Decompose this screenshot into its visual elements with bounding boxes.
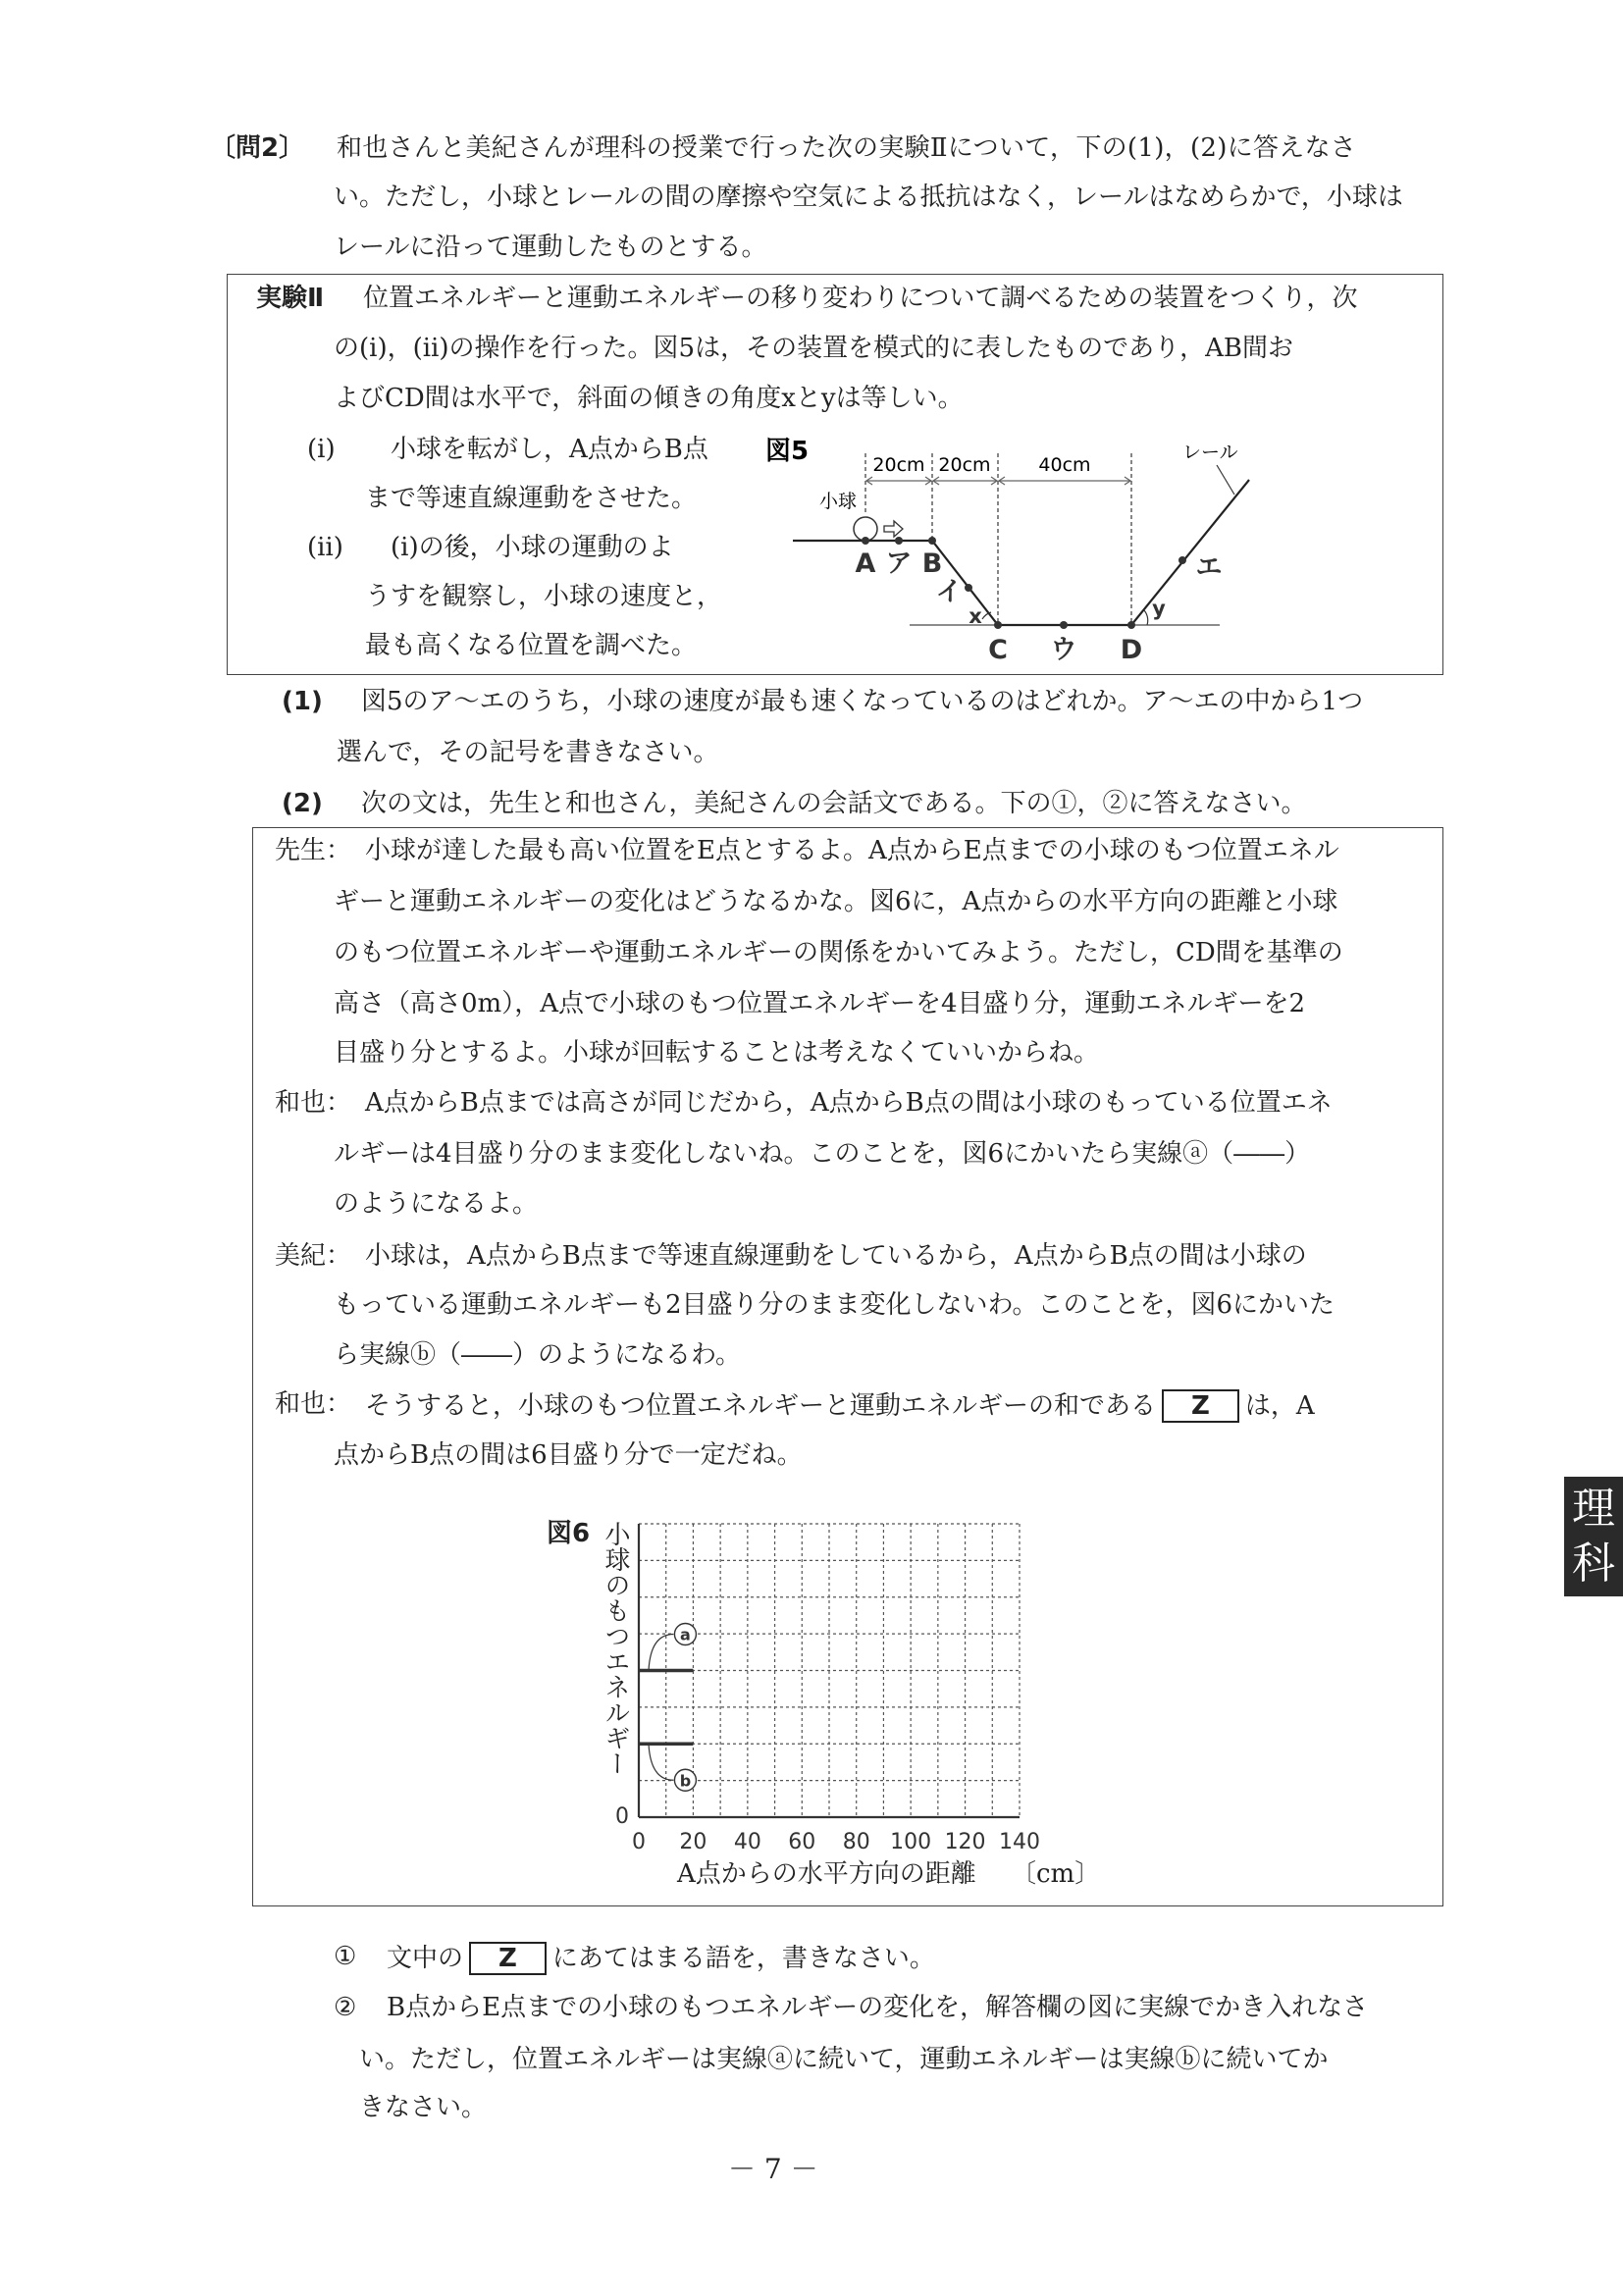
q1-text-line: 図5のア～エのうち，小球の速度が最も速くなっているのはどれか。ア～エの中から1つ bbox=[361, 687, 1364, 716]
angle-x-label: x bbox=[969, 604, 982, 628]
subq-text: 文中の bbox=[387, 1944, 464, 1973]
step-text-line: (ⅰ)の後，小球の運動のよ bbox=[391, 533, 674, 562]
distance-label: 20cm bbox=[872, 454, 925, 476]
subject-tab bbox=[1564, 1477, 1623, 1596]
subq-label: ② bbox=[334, 1993, 357, 2022]
series-label-a: a bbox=[680, 1625, 691, 1644]
q2-label: (2) bbox=[282, 789, 323, 818]
dimension-guides bbox=[865, 453, 1131, 625]
speaker-label: 美紀： bbox=[275, 1241, 352, 1271]
page-number: － 7 － bbox=[728, 2153, 818, 2185]
question-text-line: レールに沿って運動したものとする。 bbox=[334, 233, 767, 262]
dialogue-line: ルギーは4目盛り分のまま変化しないね。このことを，図6にかいたら実線ⓐ（――） bbox=[334, 1139, 1311, 1169]
point-label-d: D bbox=[1120, 635, 1143, 665]
subq-line: い。ただし，位置エネルギーは実線ⓐに続いて，運動エネルギーは実線ⓑに続いてか bbox=[359, 2045, 1329, 2074]
subq-line: B点からE点までの小球のもつエネルギーの変化を，解答欄の図に実線でかき入れなさ bbox=[387, 1993, 1369, 2022]
ball-label: 小球 bbox=[819, 491, 858, 512]
question-text-line: い。ただし，小球とレールの間の摩擦や空気による抵抗はなく，レールはなめらかで，小球は bbox=[334, 183, 1403, 212]
point-label-u-kana: ウ bbox=[1050, 635, 1077, 665]
speaker-label: 先生： bbox=[275, 836, 352, 865]
speaker-label: 和也： bbox=[275, 1389, 352, 1419]
step-text-line: 小球を転がし，A点からB点 bbox=[391, 435, 708, 464]
q2-text-line: 次の文は，先生と和也さん，美紀さんの会話文である。下の①，②に答えなさい。 bbox=[361, 789, 1307, 818]
series-leader-a bbox=[649, 1635, 673, 1671]
dialogue-line: A点からB点までは高さが同じだから，A点からB点の間は小球のもっている位置エネ bbox=[365, 1088, 1333, 1118]
angle-y-label: y bbox=[1152, 597, 1166, 620]
experiment-title: 実験Ⅱ bbox=[256, 284, 325, 313]
question-text-line: 和也さんと美紀さんが理科の授業で行った次の実験Ⅱについて，下の(1)，(2)に答えなさ bbox=[337, 133, 1357, 163]
y-tick-label: 0 bbox=[615, 1804, 629, 1829]
point-label-b: B bbox=[921, 548, 943, 579]
x-tick-label: 80 bbox=[842, 1830, 870, 1854]
dialogue-line: ら実線ⓑ（――）のようになるわ。 bbox=[334, 1340, 741, 1370]
point-label-e-kana: エ bbox=[1195, 552, 1223, 583]
dialogue-line: 小球は，A点からB点まで等速直線運動をしているから，A点からB点の間は小球の bbox=[365, 1241, 1307, 1271]
x-tick-label: 100 bbox=[890, 1830, 932, 1854]
angle-y-arc bbox=[1144, 610, 1148, 625]
dialogue-line: 点からB点の間は6目盛り分で一定だね。 bbox=[334, 1440, 803, 1470]
x-tick-label: 60 bbox=[788, 1830, 816, 1854]
point-label-a: A bbox=[855, 548, 876, 579]
dialogue-text: そうすると，小球のもつ位置エネルギーと運動エネルギーの和である bbox=[365, 1391, 1157, 1421]
distance-label: 40cm bbox=[1038, 454, 1091, 476]
x-tick-label: 40 bbox=[733, 1830, 761, 1854]
x-tick-label: 120 bbox=[944, 1830, 986, 1854]
point-label-c: C bbox=[988, 635, 1008, 665]
dialogue-line: もっている運動エネルギーも2目盛り分のまま変化しないわ。このことを，図6にかいた bbox=[334, 1290, 1335, 1320]
figure-5-diagram bbox=[756, 422, 1403, 673]
question-number: 〔問2〕 bbox=[210, 133, 305, 163]
subq-label: ① bbox=[334, 1942, 357, 1971]
point-label-i-kana: イ bbox=[935, 577, 963, 607]
rail-leader-line bbox=[1217, 465, 1234, 495]
subject-tab-char: 科 bbox=[1572, 1539, 1615, 1589]
step-text-line: まで等速直線運動をさせた。 bbox=[365, 484, 698, 513]
dialogue-text: は，A bbox=[1244, 1391, 1315, 1421]
dialogue-line bbox=[365, 1389, 1315, 1423]
step-text-line: 最も高くなる位置を調べた。 bbox=[365, 631, 698, 660]
y-axis-label: 小球のもつエネルギー bbox=[601, 1521, 630, 1776]
figure-6-chart bbox=[589, 1511, 1099, 1904]
dialogue-line: のもつ位置エネルギーや運動エネルギーの関係をかいてみよう。ただし，CD間を基準の bbox=[334, 938, 1343, 967]
dialogue-line: 目盛り分とするよ。小球が回転することは考えなくていいからね。 bbox=[334, 1038, 1100, 1068]
step-label: (ⅰ) bbox=[307, 435, 336, 464]
figure-6-title: 図6 bbox=[547, 1519, 591, 1548]
dialogue-line: 小球が達した最も高い位置をE点とするよ。A点からE点までの小球のもつ位置エネル bbox=[365, 836, 1339, 865]
subject-tab-char: 理 bbox=[1572, 1484, 1615, 1534]
dialogue-line: ギーと運動エネルギーの変化はどうなるかな。図6に，A点からの水平方向の距離と小球 bbox=[334, 887, 1338, 916]
rail-label: レール bbox=[1182, 442, 1238, 463]
series-leader-b bbox=[649, 1744, 673, 1780]
blank-z-box: Z bbox=[469, 1942, 547, 1975]
dialogue-line: のようになるよ。 bbox=[334, 1189, 539, 1219]
subq-line bbox=[387, 1942, 935, 1975]
subq-text: にあてはまる語を，書きなさい。 bbox=[551, 1944, 935, 1973]
step-label: (ⅱ) bbox=[307, 533, 343, 562]
step-text-line: うすを観察し，小球の速度と， bbox=[365, 582, 723, 611]
x-axis-label: A点からの水平方向の距離 bbox=[677, 1859, 976, 1889]
x-tick-label: 0 bbox=[632, 1830, 646, 1854]
direction-arrow-icon bbox=[884, 521, 903, 537]
x-tick-label: 140 bbox=[999, 1830, 1040, 1854]
figure-5-title: 図5 bbox=[765, 437, 810, 466]
dialogue-line: 高さ（高さ0m），A点で小球のもつ位置エネルギーを4目盛り分，運動エネルギーを2 bbox=[334, 989, 1306, 1018]
q1-label: (1) bbox=[282, 687, 323, 716]
subq-line: きなさい。 bbox=[359, 2093, 488, 2122]
x-axis-unit: 〔cm〕 bbox=[1011, 1859, 1101, 1889]
series-label-b: b bbox=[679, 1771, 692, 1791]
q1-text-line: 選んで，その記号を書きなさい。 bbox=[337, 738, 719, 767]
experiment-text-line: の(ⅰ)，(ⅱ)の操作を行った。図5は，その装置を模式的に表したものであり，AB間お bbox=[334, 334, 1293, 363]
point-label-a-kana: ア bbox=[885, 548, 913, 579]
experiment-text-line: 位置エネルギーと運動エネルギーの移り変わりについて調べるための装置をつくり，次 bbox=[363, 284, 1358, 313]
blank-z-box: Z bbox=[1162, 1389, 1239, 1423]
x-tick-label: 20 bbox=[679, 1830, 707, 1854]
speaker-label: 和也： bbox=[275, 1088, 352, 1118]
experiment-text-line: よびCD間は水平で，斜面の傾きの角度xとyは等しい。 bbox=[334, 384, 964, 413]
distance-label: 20cm bbox=[938, 454, 991, 476]
